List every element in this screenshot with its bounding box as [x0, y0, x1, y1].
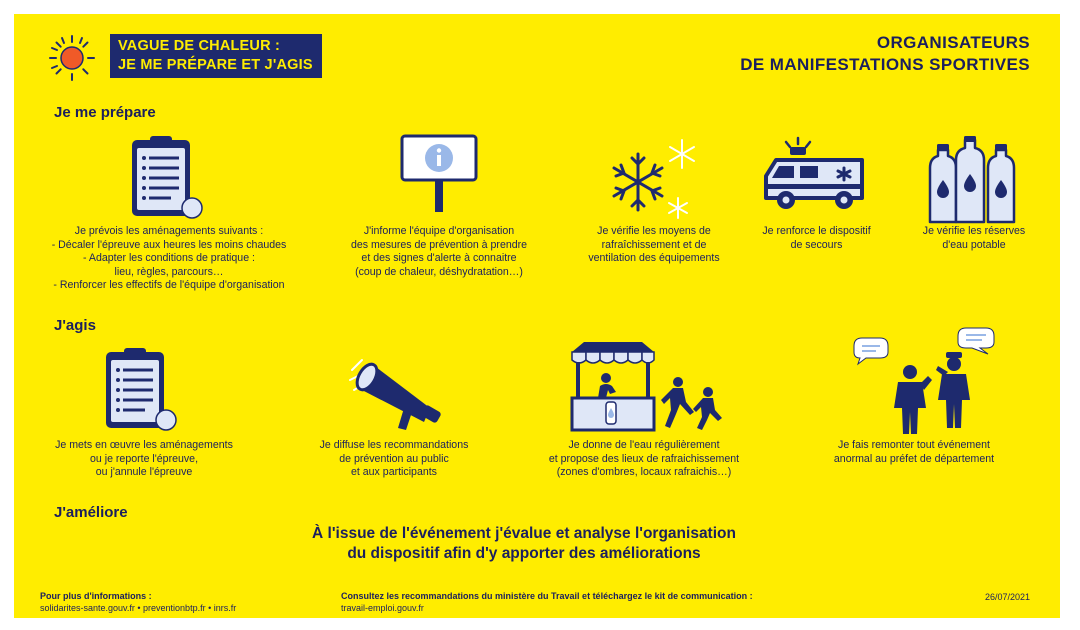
caption-line: J'informe l'équipe d'organisation	[363, 225, 515, 237]
prepare-item-2-text	[319, 225, 559, 279]
megaphone-icon	[348, 350, 448, 436]
info-sign-icon	[400, 134, 478, 214]
caption-line: Je diffuse les recommandations	[319, 439, 469, 451]
caption-line: de secours	[790, 238, 843, 251]
caption-line: ou j'annule l'épreuve	[95, 466, 193, 478]
caption-line: des mesures de prévention à prendre	[350, 238, 528, 251]
title-banner	[110, 34, 322, 78]
improve-line-2: du dispositif afin d'y apporter des améliorations	[347, 545, 701, 562]
act-item-2-text	[304, 439, 484, 480]
act-item-4-text	[814, 439, 1014, 466]
caption-line: rafraîchissement et de	[601, 238, 707, 251]
caption-line: - Décaler l'épreuve aux heures les moins chaudes	[51, 238, 287, 251]
banner-line-1: VAGUE DE CHALEUR :	[118, 38, 281, 54]
footer-info-links: solidarites-sante.gouv.fr • preventionbtp.fr • inrs.fr	[40, 603, 237, 613]
improve-line-1: À l'issue de l'événement j'évalue et analyse l'organisation	[312, 525, 736, 542]
snowflake-icon	[606, 136, 706, 222]
caption-line: Je mets en œuvre les aménagements	[55, 439, 233, 451]
audience-title	[740, 32, 1030, 76]
caption-line: Je renforce le dispositif	[762, 225, 871, 237]
caption-line: de prévention au public	[339, 452, 449, 465]
clipboard-icon	[130, 136, 206, 220]
caption-line: (coup de chaleur, déshydratation…)	[355, 265, 523, 278]
caption-line: Je fais remonter tout événement	[838, 439, 990, 451]
footer-date: 26/07/2021	[984, 592, 1030, 602]
caption-line: et aux participants	[351, 466, 437, 478]
banner-line-2: JE ME PRÉPARE ET J'AGIS	[118, 57, 313, 73]
caption-line: ou je reporte l'épreuve,	[89, 452, 199, 465]
prepare-item-3-text	[569, 225, 739, 266]
caption-line: - Adapter les conditions de pratique :	[83, 252, 255, 264]
ambulance-icon	[762, 136, 868, 216]
caption-line: d'eau potable	[942, 238, 1006, 251]
caption-line: et propose des lieux de rafraichissement	[548, 452, 740, 465]
act-item-1-text	[34, 439, 254, 480]
caption-line: (zones d'ombres, locaux rafraichis…)	[556, 466, 732, 478]
prepare-item-5-text	[909, 225, 1039, 252]
footer-info	[40, 590, 340, 614]
officials-talking-icon	[852, 328, 1002, 438]
caption-line: anormal au préfet de département	[833, 452, 995, 465]
footer-consult-link: travail-emploi.gouv.fr	[341, 603, 424, 613]
clipboard-icon	[104, 348, 180, 432]
caption-line: ventilation des équipements	[588, 252, 720, 264]
improve-text	[244, 524, 804, 564]
footer-consult	[341, 590, 821, 614]
caption-line: Je prévois les aménagements suivants :	[74, 225, 264, 237]
caption-line: - Renforcer les effectifs de l'équipe d'organisation	[53, 279, 285, 291]
audience-line-1: ORGANISATEURS	[876, 33, 1030, 52]
sun-icon	[48, 34, 96, 82]
water-bottles-icon	[924, 136, 1020, 224]
prepare-item-1-text	[34, 225, 304, 293]
caption-line: Je donne de l'eau régulièrement	[568, 439, 720, 451]
water-stand-icon	[570, 340, 730, 432]
prepare-item-4-text	[749, 225, 884, 252]
footer-info-label: Pour plus d'informations :	[40, 591, 152, 601]
section-title-prepare: Je me prépare	[54, 104, 156, 121]
caption-line: Je vérifie les moyens de	[597, 225, 711, 237]
caption-line: lieu, règles, parcours…	[114, 265, 224, 278]
poster	[14, 14, 1060, 618]
caption-line: Je vérifie les réserves	[922, 225, 1026, 237]
audience-line-2: DE MANIFESTATIONS SPORTIVES	[740, 55, 1030, 74]
section-title-act: J'agis	[54, 317, 96, 334]
caption-line: et des signes d'alerte à connaitre	[361, 252, 517, 264]
act-item-3-text	[534, 439, 754, 480]
section-title-improve: J'améliore	[54, 504, 128, 521]
footer-consult-label: Consultez les recommandations du ministère du Travail et téléchargez le kit de communication :	[341, 591, 753, 601]
